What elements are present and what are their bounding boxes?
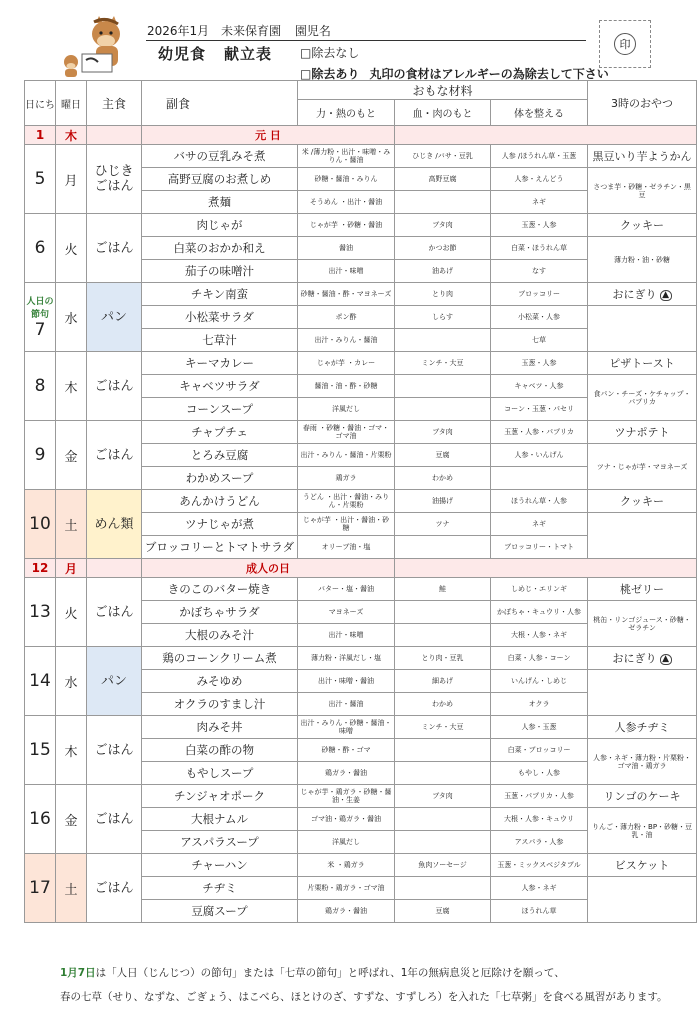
snack-name-cell xyxy=(588,490,697,513)
snack-name-cell xyxy=(588,421,697,444)
dish-cell: アスパラスープ xyxy=(142,831,298,854)
body-ingredients: かぼちゃ・キュウリ・人参 xyxy=(491,601,588,624)
snack-name: ツナポテト xyxy=(614,426,670,439)
body-ingredients: 白菜・人参・コーン xyxy=(491,647,588,670)
stamp-mark: 印 xyxy=(614,33,636,55)
body-ingredients: ほうれん草・人参 xyxy=(491,490,588,513)
blood-ingredients xyxy=(395,739,491,762)
col-header-staple: 主食 xyxy=(87,81,142,126)
snack-name-cell xyxy=(588,578,697,601)
dish-cell: キーマカレー xyxy=(142,352,298,375)
holiday-weekday: 月 xyxy=(56,559,87,578)
blood-ingredients: 魚肉ソーセージ xyxy=(395,854,491,877)
dish-cell: チャーハン xyxy=(142,854,298,877)
staple-cell: ごはん xyxy=(87,352,142,421)
blood-ingredients: 油揚げ xyxy=(395,490,491,513)
footer-date: 1月7日 xyxy=(60,967,96,979)
snack-name: 黒豆いり芋ようかん xyxy=(592,150,692,163)
day-cell xyxy=(25,578,56,647)
snack-ingredients xyxy=(588,513,697,559)
dish-cell: バサの豆乳みそ煮 xyxy=(142,145,298,168)
col-header-snack: 3時のおやつ xyxy=(588,81,697,126)
dish-cell: チヂミ xyxy=(142,877,298,900)
snack-name: おにぎり xyxy=(612,288,657,301)
body-ingredients: アスパラ・人参 xyxy=(491,831,588,854)
snack-ingredients: 薄力粉・油・砂糖 xyxy=(588,237,697,283)
body-ingredients: ほうれん草 xyxy=(491,900,588,923)
day-cell xyxy=(25,716,56,785)
energy-ingredients: バター・塩・醤油 xyxy=(298,578,395,601)
dish-cell: 肉みそ丼 xyxy=(142,716,298,739)
menu-row xyxy=(25,283,697,306)
snack-name: リンゴのケーキ xyxy=(603,790,681,803)
body-ingredients: 人参・いんげん xyxy=(491,444,588,467)
menu-row xyxy=(25,578,697,601)
dish-cell: 白菜の酢の物 xyxy=(142,739,298,762)
energy-ingredients: 醤油・油・酢・砂糖 xyxy=(298,375,395,398)
menu-row xyxy=(25,214,697,237)
body-ingredients: 人参・えんどう xyxy=(491,168,588,191)
blood-ingredients xyxy=(395,375,491,398)
footer-text1: は「人日（じんじつ）の節句」または「七草の節句」と呼ばれ、1年の無病息災と厄除けを願って、 xyxy=(95,967,565,979)
energy-ingredients: 薄力粉・洋風だし・塩 xyxy=(298,647,395,670)
snack-name-cell xyxy=(588,716,697,739)
blood-ingredients: わかめ xyxy=(395,467,491,490)
staple-cell: めん類 xyxy=(87,490,142,559)
holiday-name: 元 日 xyxy=(142,126,395,145)
energy-ingredients: 醤油 xyxy=(298,237,395,260)
body-ingredients: 大根・人参・ネギ xyxy=(491,624,588,647)
energy-ingredients: 出汁・味噌・醤油 xyxy=(298,670,395,693)
dish-cell: キャベツサラダ xyxy=(142,375,298,398)
weekday-cell: 月 xyxy=(56,145,87,214)
festival-label: 人日の節句 xyxy=(26,297,54,320)
weekday-cell: 土 xyxy=(56,854,87,923)
body-ingredients: 玉葱・人参・パプリカ xyxy=(491,421,588,444)
option-removal-note: 丸印の食材はアレルギーの為除去して下さい xyxy=(369,67,609,81)
day-number: 16 xyxy=(29,809,51,829)
blood-ingredients: ツナ xyxy=(395,513,491,536)
day-number: 9 xyxy=(34,445,46,465)
energy-ingredients: 出汁・醤油 xyxy=(298,693,395,716)
blood-ingredients: わかめ xyxy=(395,693,491,716)
body-ingredients xyxy=(491,467,588,490)
body-ingredients: キャベツ・人参 xyxy=(491,375,588,398)
energy-ingredients: マヨネーズ xyxy=(298,601,395,624)
energy-ingredients: オリーブ油・塩 xyxy=(298,536,395,559)
dish-cell: とろみ豆腐 xyxy=(142,444,298,467)
body-ingredients: ブロッコリー xyxy=(491,283,588,306)
snack-name-cell xyxy=(588,214,697,237)
snack-name-cell xyxy=(588,145,697,168)
energy-ingredients: 春雨 ・砂糖・醤油・ゴマ・ゴマ油 xyxy=(298,421,395,444)
body-ingredients: しめじ・エリンギ xyxy=(491,578,588,601)
staple-cell: ごはん xyxy=(87,785,142,854)
blood-ingredients: ブタ肉 xyxy=(395,421,491,444)
energy-ingredients: ゴマ油・鶏ガラ・醤油 xyxy=(298,808,395,831)
blood-ingredients xyxy=(395,536,491,559)
dish-cell: みそゆめ xyxy=(142,670,298,693)
blood-ingredients xyxy=(395,191,491,214)
dish-cell: もやしスープ xyxy=(142,762,298,785)
dish-cell: 大根ナムル xyxy=(142,808,298,831)
snack-name-cell xyxy=(588,352,697,375)
blood-ingredients: とり肉 xyxy=(395,283,491,306)
energy-ingredients: 鶏ガラ・醤油 xyxy=(298,900,395,923)
dish-cell: 白菜のおかか和え xyxy=(142,237,298,260)
body-ingredients: ネギ xyxy=(491,513,588,536)
energy-ingredients: じゃが芋 ・カレー xyxy=(298,352,395,375)
col-header-energy: 力・熱のもと xyxy=(298,100,395,126)
holiday-name: 成人の日 xyxy=(142,559,395,578)
dish-cell: あんかけうどん xyxy=(142,490,298,513)
blood-ingredients xyxy=(395,624,491,647)
menu-row xyxy=(25,490,697,513)
energy-ingredients: じゃが芋 ・出汁・醤油・砂糖 xyxy=(298,513,395,536)
snack-name: ビスケット xyxy=(614,859,670,872)
blood-ingredients xyxy=(395,329,491,352)
col-header-body: 体を整える xyxy=(491,100,588,126)
footer-line2: 春の七草（せり、なずな、ごぎょう、はこべら、ほとけのざ、すずな、すずしろ）を入れた「七草粥」を食べる風習があります。 xyxy=(60,991,668,1003)
blood-ingredients: 細あげ xyxy=(395,670,491,693)
energy-ingredients: 鶏ガラ・醤油 xyxy=(298,762,395,785)
snack-name-cell xyxy=(588,283,697,306)
staple-cell: パン xyxy=(87,283,142,352)
blood-ingredients xyxy=(395,808,491,831)
blood-ingredients: ひじき /バサ・豆乳 xyxy=(395,145,491,168)
title-part2: 献立表 xyxy=(224,45,273,63)
snack-ingredients: ツナ・じゃが芋・マヨネーズ xyxy=(588,444,697,490)
body-ingredients: 白菜・ほうれん草 xyxy=(491,237,588,260)
snack-name: クッキー xyxy=(620,219,665,232)
dish-cell: オクラのすまし汁 xyxy=(142,693,298,716)
option-removal-label: □除去あり xyxy=(300,67,360,81)
body-ingredients: 人参・玉葱 xyxy=(491,716,588,739)
dish-cell: 煮麺 xyxy=(142,191,298,214)
body-ingredients: オクラ xyxy=(491,693,588,716)
blood-ingredients: ミンチ・大豆 xyxy=(395,716,491,739)
day-number: 13 xyxy=(29,602,51,622)
rice-ball-icon: ▲ xyxy=(660,290,672,301)
snack-ingredients: 食パン・チーズ・ケチャップ・パプリカ xyxy=(588,375,697,421)
energy-ingredients: 鶏ガラ xyxy=(298,467,395,490)
snack-ingredients xyxy=(588,670,697,716)
body-ingredients: 玉葱・人参 xyxy=(491,352,588,375)
day-number: 17 xyxy=(29,878,51,898)
snack-name: クッキー xyxy=(620,495,665,508)
day-number: 5 xyxy=(34,169,46,189)
col-header-side: 副食 xyxy=(142,81,298,126)
snack-ingredients: さつま芋・砂糖・ゼラチン・黒豆 xyxy=(588,168,697,214)
holiday-blank xyxy=(87,126,142,145)
holiday-blank xyxy=(395,126,697,145)
day-number: 6 xyxy=(34,238,46,258)
body-ingredients: 玉葱・ミックスベジタブル xyxy=(491,854,588,877)
menu-row xyxy=(25,716,697,739)
energy-ingredients: 出汁・みりん・砂糖・醤油・味噌 xyxy=(298,716,395,739)
weekday-cell: 土 xyxy=(56,490,87,559)
dish-cell: きのこのバター焼き xyxy=(142,578,298,601)
body-ingredients: 玉葱・人参 xyxy=(491,214,588,237)
weekday-cell: 水 xyxy=(56,283,87,352)
energy-ingredients: 洋風だし xyxy=(298,831,395,854)
dish-cell: 高野豆腐のお煮しめ xyxy=(142,168,298,191)
day-cell xyxy=(25,214,56,283)
stamp-box xyxy=(599,20,651,68)
snack-name-cell xyxy=(588,647,697,670)
snack-ingredients: 人参・ネギ・薄力粉・片栗粉・ゴマ油・鶏ガラ xyxy=(588,739,697,785)
day-number: 14 xyxy=(29,671,51,691)
header-date: 2026年1月 xyxy=(147,24,210,38)
energy-ingredients: 米 /薄力粉・出汁・味噌・みりん・醤油 xyxy=(298,145,395,168)
dish-cell: 大根のみそ汁 xyxy=(142,624,298,647)
day-cell xyxy=(25,421,56,490)
child-name-label: 園児名 xyxy=(294,24,331,38)
blood-ingredients: 鮭 xyxy=(395,578,491,601)
snack-ingredients: 桃缶・リンゴジュース・砂糖・ゼラチン xyxy=(588,601,697,647)
body-ingredients: 人参・ネギ xyxy=(491,877,588,900)
col-header-date: 日にち xyxy=(25,81,56,126)
energy-ingredients: 片栗粉・鶏ガラ・ゴマ油 xyxy=(298,877,395,900)
rice-ball-icon: ▲ xyxy=(660,654,672,665)
blood-ingredients: 高野豆腐 xyxy=(395,168,491,191)
body-ingredients: 小松菜・人参 xyxy=(491,306,588,329)
body-ingredients: 玉葱・パプリカ・人参 xyxy=(491,785,588,808)
dish-cell: 七草汁 xyxy=(142,329,298,352)
horse-mascot-illustration xyxy=(58,14,138,78)
day-cell xyxy=(25,647,56,716)
energy-ingredients: 出汁・味噌 xyxy=(298,624,395,647)
energy-ingredients: 砂糖・醤油・みりん xyxy=(298,168,395,191)
blood-ingredients: 油あげ xyxy=(395,260,491,283)
body-ingredients: もやし・人参 xyxy=(491,762,588,785)
snack-name: 桃ゼリー xyxy=(620,583,665,596)
staple-cell: ごはん xyxy=(87,578,142,647)
menu-table xyxy=(24,80,697,923)
dish-cell: 小松菜サラダ xyxy=(142,306,298,329)
body-ingredients: ブロッコリー・トマト xyxy=(491,536,588,559)
energy-ingredients: じゃが芋 ・砂糖・醤油 xyxy=(298,214,395,237)
energy-ingredients: 砂糖・醤油・酢・マヨネーズ xyxy=(298,283,395,306)
blood-ingredients: ブタ肉 xyxy=(395,214,491,237)
weekday-cell: 木 xyxy=(56,716,87,785)
dish-cell: 豆腐スープ xyxy=(142,900,298,923)
body-ingredients: 人参 /ほうれん草・玉葱 xyxy=(491,145,588,168)
body-ingredients: いんげん・しめじ xyxy=(491,670,588,693)
menu-row xyxy=(25,785,697,808)
title-part1: 幼児食 xyxy=(158,45,207,63)
day-number: 15 xyxy=(29,740,51,760)
staple-cell: ごはん xyxy=(87,214,142,283)
staple-cell: ごはん xyxy=(87,716,142,785)
day-number: 8 xyxy=(34,376,46,396)
blood-ingredients: しらす xyxy=(395,306,491,329)
option-no-removal: □除去なし xyxy=(300,46,360,60)
energy-ingredients: そうめん ・出汁・醤油 xyxy=(298,191,395,214)
blood-ingredients: 豆腐 xyxy=(395,444,491,467)
body-ingredients: 大根・人参・キュウリ xyxy=(491,808,588,831)
energy-ingredients: うどん ・出汁・醤油・みりん・片栗粉 xyxy=(298,490,395,513)
dish-cell: 肉じゃが xyxy=(142,214,298,237)
holiday-blank xyxy=(87,559,142,578)
weekday-cell: 金 xyxy=(56,421,87,490)
day-cell xyxy=(25,490,56,559)
weekday-cell: 水 xyxy=(56,647,87,716)
dish-cell: かぼちゃサラダ xyxy=(142,601,298,624)
weekday-cell: 木 xyxy=(56,352,87,421)
dish-cell: 鶏のコーンクリーム煮 xyxy=(142,647,298,670)
day-cell xyxy=(25,854,56,923)
blood-ingredients xyxy=(395,762,491,785)
menu-row xyxy=(25,421,697,444)
page-title xyxy=(158,43,272,64)
body-ingredients: コーン・玉葱・パセリ xyxy=(491,398,588,421)
staple-cell: ごはん xyxy=(87,421,142,490)
day-cell xyxy=(25,352,56,421)
energy-ingredients: ポン酢 xyxy=(298,306,395,329)
col-header-blood: 血・肉のもと xyxy=(395,100,491,126)
holiday-row xyxy=(25,126,697,145)
blood-ingredients: 豆腐 xyxy=(395,900,491,923)
day-cell xyxy=(25,785,56,854)
staple-cell: ごはん xyxy=(87,854,142,923)
body-ingredients: ネギ xyxy=(491,191,588,214)
energy-ingredients: 洋風だし xyxy=(298,398,395,421)
staple-cell: ひじき ごはん xyxy=(87,145,142,214)
blood-ingredients xyxy=(395,831,491,854)
col-header-weekday: 曜日 xyxy=(56,81,87,126)
weekday-cell: 金 xyxy=(56,785,87,854)
menu-row xyxy=(25,352,697,375)
menu-row xyxy=(25,145,697,168)
energy-ingredients: 米 ・鶏ガラ xyxy=(298,854,395,877)
snack-name: 人参チヂミ xyxy=(614,721,670,734)
blood-ingredients xyxy=(395,601,491,624)
blood-ingredients: かつお節 xyxy=(395,237,491,260)
blood-ingredients: ミンチ・大豆 xyxy=(395,352,491,375)
energy-ingredients: 出汁・みりん・醤油・片栗粉 xyxy=(298,444,395,467)
footer-line1 xyxy=(60,965,565,980)
dish-cell: わかめスープ xyxy=(142,467,298,490)
holiday-blank xyxy=(395,559,697,578)
holiday-row xyxy=(25,559,697,578)
energy-ingredients: 砂糖・酢・ゴマ xyxy=(298,739,395,762)
day-number: 7 xyxy=(34,320,46,340)
dish-cell: チンジャオポーク xyxy=(142,785,298,808)
name-underline xyxy=(146,40,586,41)
dish-cell: ツナじゃが煮 xyxy=(142,513,298,536)
header-date-line xyxy=(147,22,331,39)
blood-ingredients xyxy=(395,398,491,421)
snack-ingredients: りんご・薄力粉・BP・砂糖・豆乳・油 xyxy=(588,808,697,854)
snack-name-cell xyxy=(588,785,697,808)
menu-row xyxy=(25,647,697,670)
dish-cell: ブロッコリーとトマトサラダ xyxy=(142,536,298,559)
dish-cell: 茄子の味噌汁 xyxy=(142,260,298,283)
holiday-day: 12 xyxy=(25,559,56,578)
staple-cell: パン xyxy=(87,647,142,716)
dish-cell: コーンスープ xyxy=(142,398,298,421)
holiday-day: 1 xyxy=(25,126,56,145)
dish-cell: チャプチェ xyxy=(142,421,298,444)
day-cell xyxy=(25,145,56,214)
snack-name: ピザトースト xyxy=(609,357,675,370)
energy-ingredients: 出汁・味噌 xyxy=(298,260,395,283)
menu-row xyxy=(25,854,697,877)
energy-ingredients: 出汁・みりん・醤油 xyxy=(298,329,395,352)
weekday-cell: 火 xyxy=(56,214,87,283)
blood-ingredients: ブタ肉 xyxy=(395,785,491,808)
snack-ingredients xyxy=(588,877,697,923)
blood-ingredients xyxy=(395,877,491,900)
blood-ingredients: とり肉・豆乳 xyxy=(395,647,491,670)
body-ingredients: 七草 xyxy=(491,329,588,352)
snack-ingredients xyxy=(588,306,697,352)
snack-name-cell xyxy=(588,854,697,877)
body-ingredients: 白菜・ブロッコリー xyxy=(491,739,588,762)
day-cell xyxy=(25,283,56,352)
day-number: 10 xyxy=(29,514,51,534)
dish-cell: チキン南蛮 xyxy=(142,283,298,306)
energy-ingredients: じゃが芋・鶏ガラ・砂糖・醤油・生姜 xyxy=(298,785,395,808)
weekday-cell: 火 xyxy=(56,578,87,647)
holiday-weekday: 木 xyxy=(56,126,87,145)
school-name: 未来保育園 xyxy=(221,24,282,38)
body-ingredients: なす xyxy=(491,260,588,283)
snack-name: おにぎり xyxy=(612,652,657,665)
col-header-ingredients: おもな材料 xyxy=(298,81,588,100)
